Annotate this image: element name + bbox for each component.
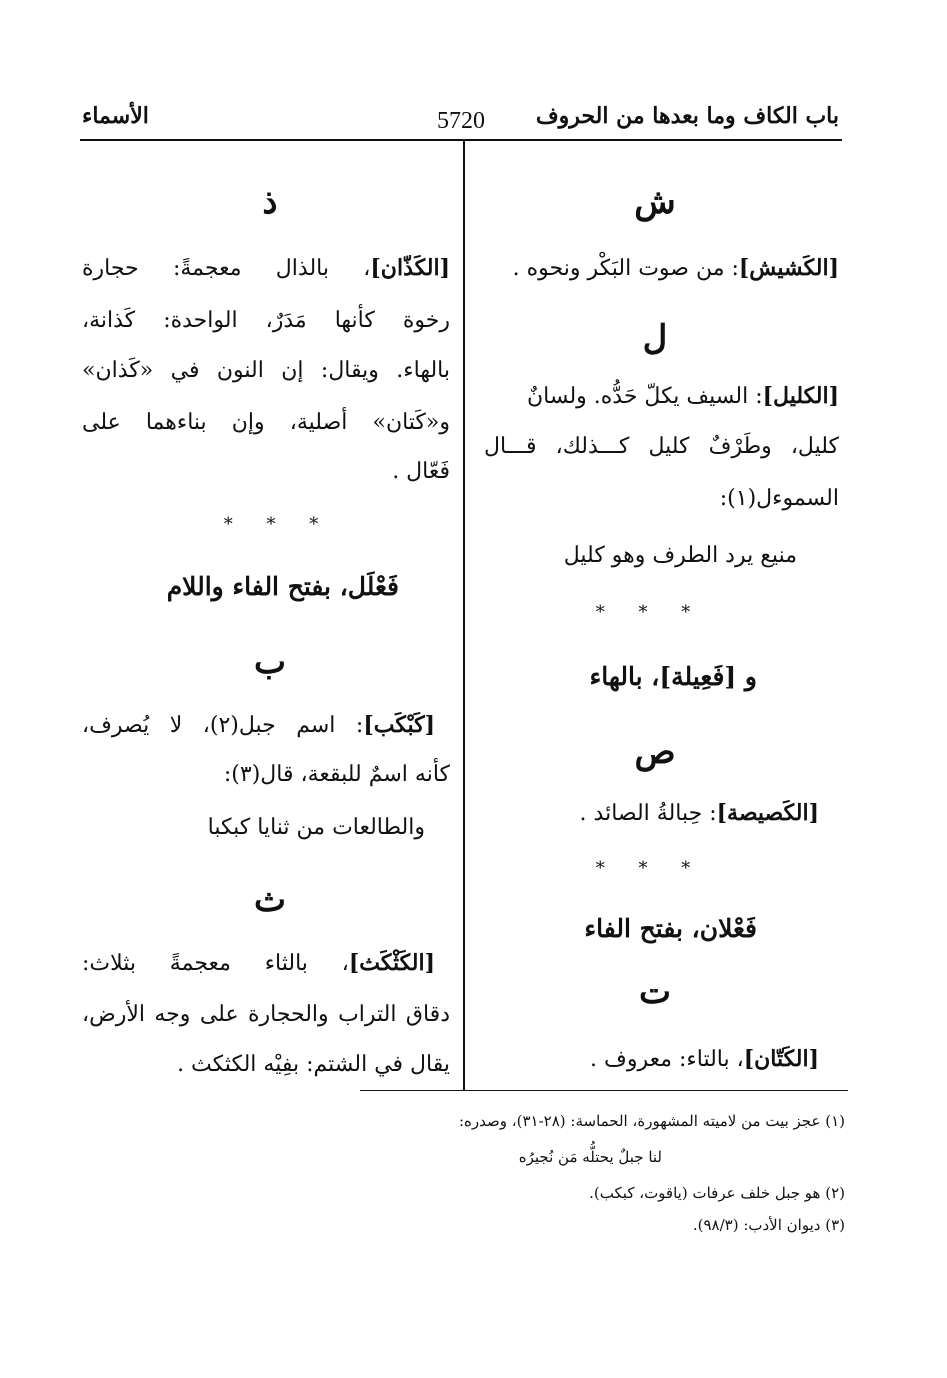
entry-kathkath bbox=[82, 950, 435, 976]
letter-heading-sad: ص bbox=[634, 732, 676, 772]
verse-line: منيع يرد الطرف وهو كليل bbox=[563, 543, 797, 568]
footnote-1-verse: لنا جبلٌ يحتلُّه مَن نُجيرُه bbox=[518, 1148, 662, 1166]
headword: [الكليل] bbox=[762, 383, 839, 409]
entry-kadhdhan bbox=[82, 255, 450, 281]
letter-heading-ta: ت bbox=[638, 972, 671, 1012]
letter-heading-ba: ب bbox=[253, 642, 286, 682]
definition-text: : حِبالةُ الصائد . bbox=[579, 801, 717, 826]
entry-kadhdhan-line-5: فَعّال . bbox=[392, 459, 450, 484]
headword: [الكَثْكَث] bbox=[348, 950, 435, 976]
letter-heading-tha: ث bbox=[253, 880, 286, 920]
section-heading-falal: فَعْلَل، بفتح الفاء واللام bbox=[166, 572, 399, 601]
footnote-3: (٣) ديوان الأدب: (٩٨/٣). bbox=[692, 1216, 845, 1234]
section-separator-stars: * * * bbox=[595, 858, 705, 879]
footnote-rule bbox=[360, 1090, 848, 1091]
verse-line: والطالعات من ثنايا كبكبا bbox=[207, 815, 425, 840]
headword: [الكَشيش] bbox=[738, 255, 839, 281]
footnote-1: (١) عجز بيت من لاميته المشهورة، الحماسة: (٢٨-٣١)، وصدره: bbox=[458, 1112, 845, 1130]
entry-kalil bbox=[527, 383, 839, 409]
running-header-right: باب الكاف وما بعدها من الحروف bbox=[535, 103, 839, 129]
entry-kasisa bbox=[580, 800, 819, 826]
section-heading-faila: و [فَعِيلة]، بالهاء bbox=[589, 662, 757, 691]
entry-kattan bbox=[590, 1046, 819, 1072]
definition-text: : السيف يكلّ حَدُّه. ولسانٌ bbox=[526, 384, 763, 409]
entry-kalil-line-3: السموءل(١): bbox=[719, 486, 839, 511]
section-separator-stars: * * * bbox=[223, 514, 333, 535]
running-header-left: الأسماء bbox=[82, 103, 149, 129]
letter-heading-dhal: ذ bbox=[262, 182, 278, 222]
header-rule bbox=[80, 139, 842, 141]
entry-kadhdhan-line-3: بالهاء. ويقال: إن النون في «كَذان» bbox=[82, 358, 450, 383]
definition-text: : من صوت البَكْر ونحوه . bbox=[512, 256, 739, 281]
headword: [الكَذّان] bbox=[370, 255, 450, 281]
column-divider bbox=[463, 141, 465, 1091]
headword: [الكَصيصة] bbox=[716, 800, 819, 826]
entry-kathkath-line-3: يقال في الشتم: بفِيْه الكثكث . bbox=[177, 1052, 450, 1077]
entry-kabkab bbox=[82, 712, 435, 738]
entry-kalil-line-2: كليل، وطَرْفٌ كليل كـــذلك، قـــال bbox=[484, 434, 839, 459]
entry-kathkath-line-2: دقاق التراب والحجارة على وجه الأرض، bbox=[82, 1002, 450, 1027]
letter-heading-shin: ش bbox=[634, 182, 676, 222]
definition-text: ، بالذال معجمةً: حجارة bbox=[82, 256, 371, 281]
page-number: 5720 bbox=[437, 108, 485, 134]
entry-kashish bbox=[513, 255, 839, 281]
headword: [الكَتّان] bbox=[743, 1046, 819, 1072]
letter-heading-lam: ل bbox=[642, 318, 668, 358]
footnote-2: (٢) هو جبل خلف عرفات (ياقوت، كبكب). bbox=[589, 1184, 845, 1202]
definition-text: ، بالثاء معجمةً بثلاث: bbox=[82, 951, 349, 976]
definition-text: : اسم جبل(٢)، لا يُصرف، bbox=[82, 713, 364, 738]
entry-kadhdhan-line-4: و«كَتان» أصلية، وإن بناءهما على bbox=[82, 410, 450, 435]
definition-text: ، بالتاء: معروف . bbox=[590, 1047, 744, 1072]
entry-kabkab-line-2: كأنه اسمٌ للبقعة، قال(٣): bbox=[223, 762, 450, 787]
headword: [كَبْكَب] bbox=[363, 712, 435, 738]
section-heading-falan: فَعْلان، بفتح الفاء bbox=[584, 914, 757, 943]
entry-kadhdhan-line-2: رخوة كأنها مَدَرٌ، الواحدة: كَذانة، bbox=[82, 308, 450, 333]
section-separator-stars: * * * bbox=[595, 602, 705, 623]
